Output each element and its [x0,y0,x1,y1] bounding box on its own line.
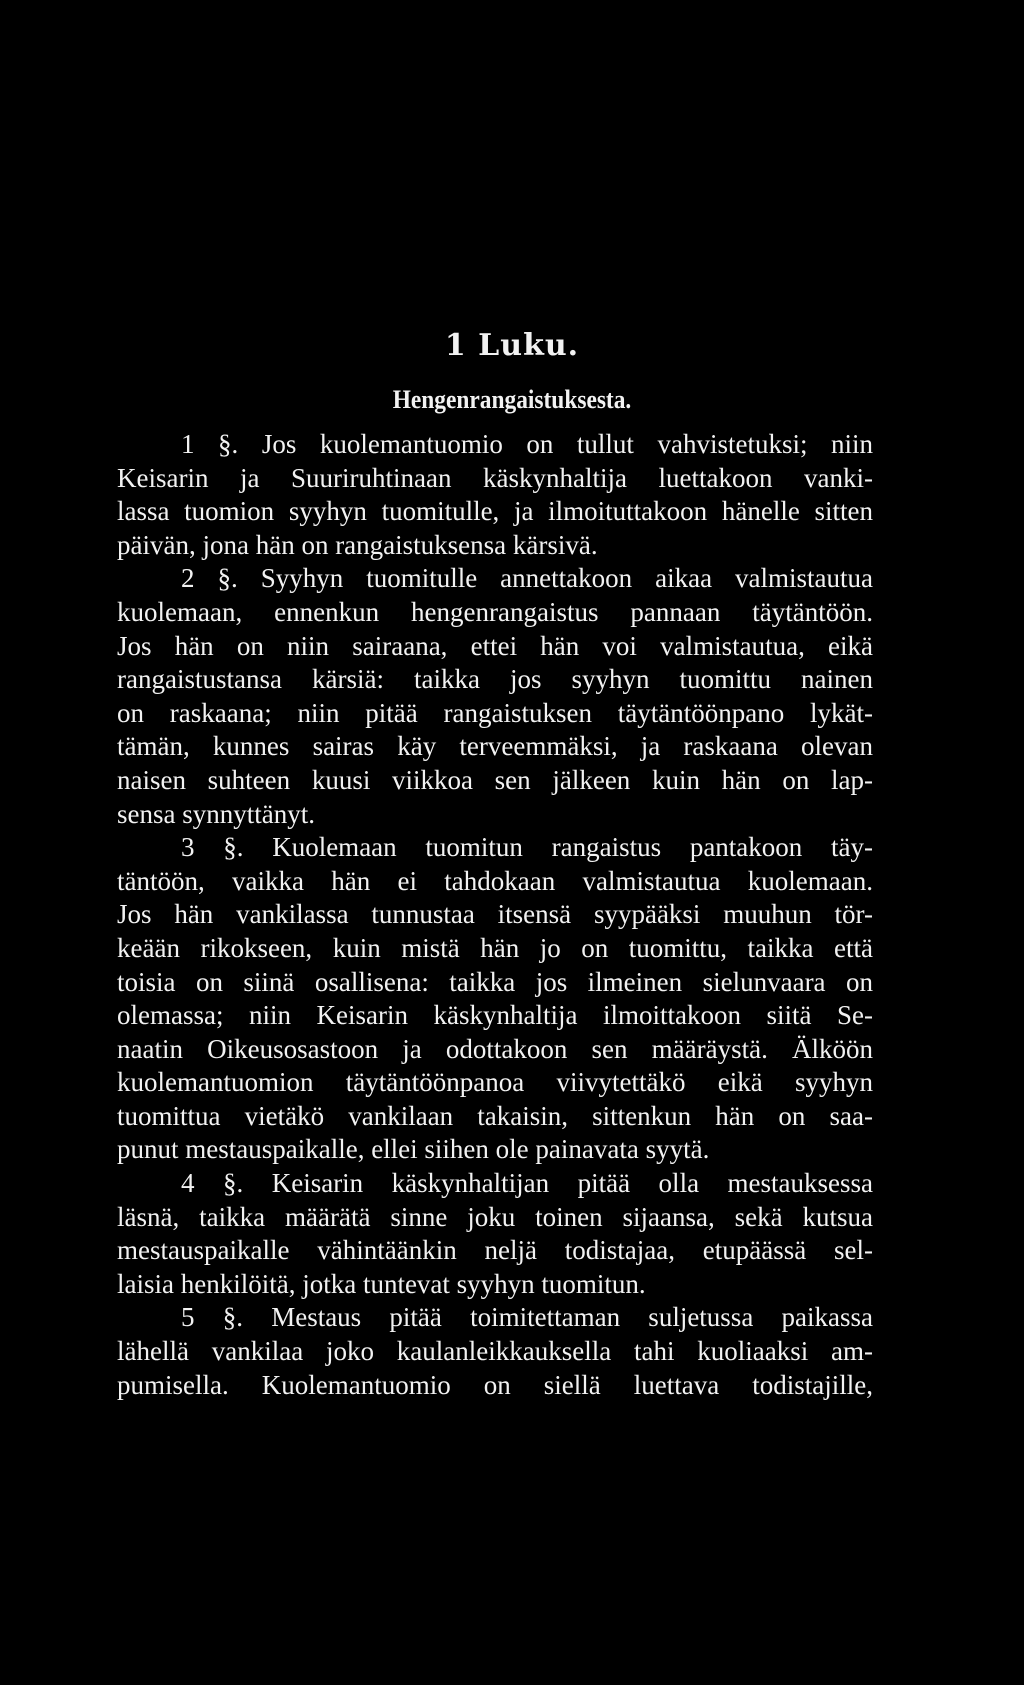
paragraph-1-line-2: Keisarin ja Suuriruhtinaan käskynhaltija luettakoon vanki- [117,462,873,493]
paragraph-3-line-7: naatin Oikeusosastoon ja odottakoon sen määräystä. Älköön [117,1033,873,1064]
paragraph-3-line-10: punut mestauspaikalle, ellei siihen ole painavata syytä. [117,1134,710,1165]
paragraph-4-line-3: mestauspaikalle vähintäänkin neljä todistajaa, etupäässä sel- [117,1235,873,1266]
paragraph-2-line-4: rangaistustansa kärsiä: taikka jos syyhyn tuomittu nainen [117,664,873,695]
paragraph-3-line-6: olemassa; niin Keisarin käskynhaltija ilmoittakoon siitä Se- [117,1000,873,1031]
paragraph-2-line-8: sensa synnyttänyt. [117,798,315,829]
paragraph-5-line-2: lähellä vankilaa joko kaulanleikkauksella tahi kuoliaaksi am- [117,1336,873,1367]
paragraph-3-line-3: Jos hän vankilassa tunnustaa itsensä syypääksi muuhun tör- [117,899,873,930]
paragraph-3-line-4: keään rikokseen, kuin mistä hän jo on tuomittu, taikka että [117,932,873,963]
paragraph-3-line-8: kuolemantuomion täytäntöönpanoa viivytettäkö eikä syyhyn [117,1067,873,1098]
paragraph-2-line-2: kuolemaan, ennenkun hengenrangaistus pannaan täytäntöön. [117,596,873,627]
paragraph-3-line-9: tuomittua vietäkö vankilaan takaisin, sittenkun hän on saa- [117,1100,873,1131]
paragraph-3-line-2: täntöön, vaikka hän ei tahdokaan valmistautua kuolemaan. [117,865,873,896]
paragraph-4-line-2: läsnä, taikka määrätä sinne joku toinen sijaansa, sekä kutsua [117,1201,873,1232]
body-text [117,428,873,1402]
section-heading: Hengenrangaistuksesta. [392,385,632,414]
paragraph-3-line-1: 3 §. Kuolemaan tuomitun rangaistus pantakoon täy- [181,832,873,863]
paragraph-2-line-1: 2 §. Syyhyn tuomitulle annettakoon aikaa valmistautua [181,563,873,594]
chapter-title: 1 Luku. [444,328,580,363]
paragraph-1-line-1: 1 §. Jos kuolemantuomio on tullut vahvistetuksi; niin [181,429,873,459]
paragraph-4-line-1: 4 §. Keisarin käskynhaltijan pitää olla mestauksessa [181,1168,873,1199]
paragraph-5-line-1: 5 §. Mestaus pitää toimitettaman suljetussa paikassa [181,1302,873,1333]
paragraph-1-line-4: päivän, jona hän on rangaistuksensa kärsivä. [117,529,598,560]
paragraph-4-line-4: laisia henkilöitä, jotka tuntevat syyhyn tuomitun. [117,1268,646,1299]
paragraph-1-line-3: lassa tuomion syyhyn tuomitulle, ja ilmoituttakoon hänelle sitten [117,496,873,527]
paragraph-3-line-5: toisia on siinä osallisena: taikka jos ilmeinen sielunvaara on [117,966,873,997]
paragraph-5-line-3: pumisella. Kuolemantuomio on siellä luettava todistajille, [117,1369,873,1400]
paragraph-2-line-7: naisen suhteen kuusi viikkoa sen jälkeen kuin hän on lap- [117,764,873,795]
paragraph-2-line-3: Jos hän on niin sairaana, ettei hän voi valmistautua, eikä [117,630,873,661]
paragraph-2-line-6: tämän, kunnes sairas käy terveemmäksi, ja raskaana olevan [117,731,873,762]
paragraph-2-line-5: on raskaana; niin pitää rangaistuksen täytäntöönpano lykät- [117,697,873,728]
